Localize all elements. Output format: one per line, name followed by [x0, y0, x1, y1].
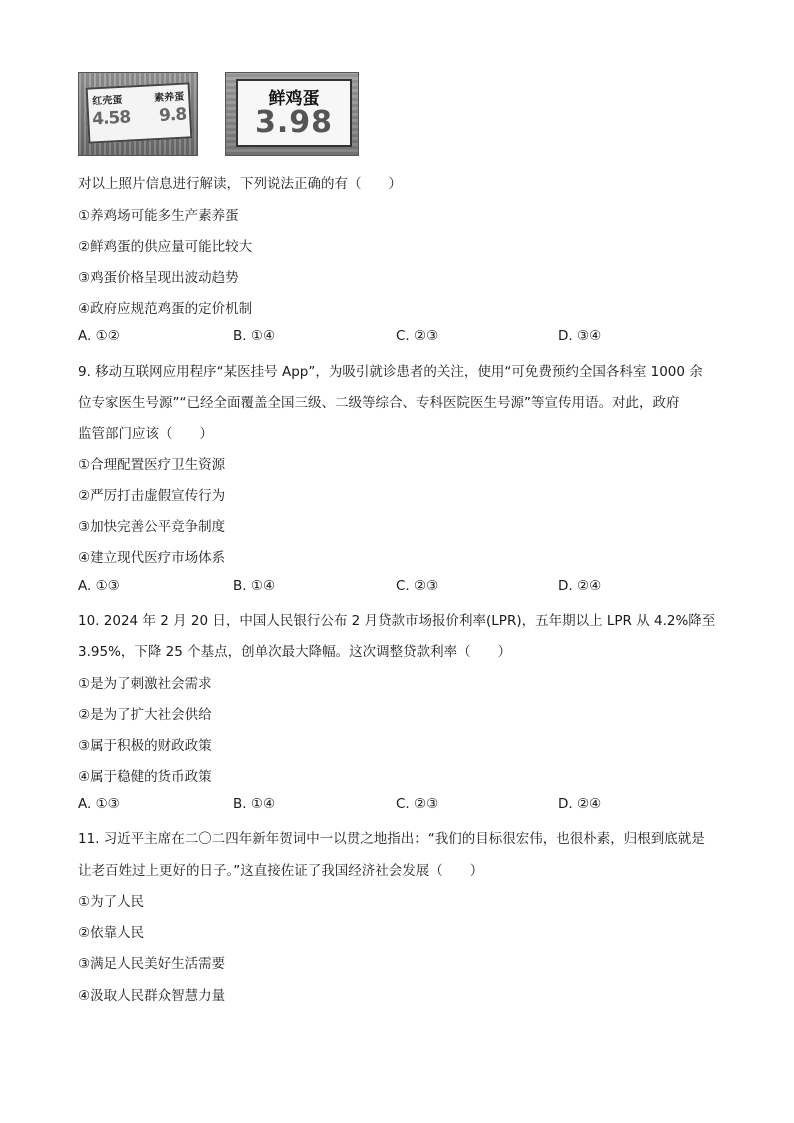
choice-item: ④汲取人民群众智慧力量: [78, 988, 226, 1004]
option-d[interactable]: D. ②④: [558, 578, 602, 594]
option-a[interactable]: A. ①②: [78, 328, 120, 344]
sign-label: 素养蛋: [153, 91, 185, 105]
sign-label: 鲜鸡蛋: [268, 89, 320, 109]
question-10-stem-line: 10. 2024 年 2 月 20 日，中国人民银行公布 2 月贷款市场报价利率(LPR)，五年期以上 LPR 从 4.2%降至: [78, 613, 716, 629]
question-8-stem: 对以上照片信息进行解读，下列说法正确的有（ ）: [78, 176, 402, 192]
question-9-stem-line: 位专家医生号源”“已经全面覆盖全国三级、二级等综合、专科医院医生号源”等宣传用语。对此，政府: [78, 395, 680, 411]
choice-item: ④建立现代医疗市场体系: [78, 550, 226, 566]
question-11-stem-line: 11. 习近平主席在二〇二四年新年贺词中一以贯之地指出：“我们的目标很宏伟，也很朴素，归根到底就是: [78, 831, 705, 847]
option-a[interactable]: A. ①③: [78, 796, 120, 812]
option-b[interactable]: B. ①④: [233, 796, 276, 812]
choice-item: ①为了人民: [78, 894, 145, 910]
option-c[interactable]: C. ②③: [396, 578, 439, 594]
question-11-stem-line: 让老百姓过上更好的日子。”这直接佐证了我国经济社会发展（ ）: [78, 863, 484, 879]
choice-item: ②严厉打击虚假宣传行为: [78, 488, 226, 504]
choice-item: ③加快完善公平竞争制度: [78, 519, 226, 535]
choice-item: ①养鸡场可能多生产素养蛋: [78, 208, 239, 224]
question-10-stem-line: 3.95%，下降 25 个基点，创单次最大降幅。这次调整贷款利率（ ）: [78, 644, 512, 660]
option-c[interactable]: C. ②③: [396, 796, 439, 812]
choice-item: ④政府应规范鸡蛋的定价机制: [78, 301, 253, 317]
egg-price-photo-2: [225, 72, 359, 156]
question-9-stem-line: 9. 移动互联网应用程序“某医挂号 App”，为吸引就诊患者的关注，使用“可免费预约全国各科室 1000 余: [78, 364, 703, 380]
option-b[interactable]: B. ①④: [233, 578, 276, 594]
choice-item: ②是为了扩大社会供给: [78, 707, 212, 723]
choice-item: ③满足人民美好生活需要: [78, 956, 226, 972]
choice-item: ③属于积极的财政政策: [78, 738, 212, 754]
choice-item: ①合理配置医疗卫生资源: [78, 457, 226, 473]
choice-item: ④属于稳健的货币政策: [78, 769, 212, 785]
option-c[interactable]: C. ②③: [396, 328, 439, 344]
option-d[interactable]: D. ③④: [558, 328, 602, 344]
sign-price: 4.58: [91, 107, 131, 130]
choice-item: ②鲜鸡蛋的供应量可能比较大: [78, 239, 253, 255]
sign-label: 红壳蛋: [92, 94, 123, 108]
price-sign-2: [236, 79, 352, 147]
option-b[interactable]: B. ①④: [233, 328, 276, 344]
egg-price-photo-1: [78, 72, 198, 156]
choice-item: ③鸡蛋价格呈现出波动趋势: [78, 270, 239, 286]
option-d[interactable]: D. ②④: [558, 796, 602, 812]
question-9-stem-line: 监管部门应该（ ）: [78, 426, 213, 442]
choice-item: ②依靠人民: [78, 925, 145, 941]
sign-price: 3.98: [254, 105, 334, 140]
price-sign-1: [86, 82, 193, 143]
sign-price: 9.8: [158, 104, 187, 126]
choice-item: ①是为了刺激社会需求: [78, 676, 212, 692]
option-a[interactable]: A. ①③: [78, 578, 120, 594]
